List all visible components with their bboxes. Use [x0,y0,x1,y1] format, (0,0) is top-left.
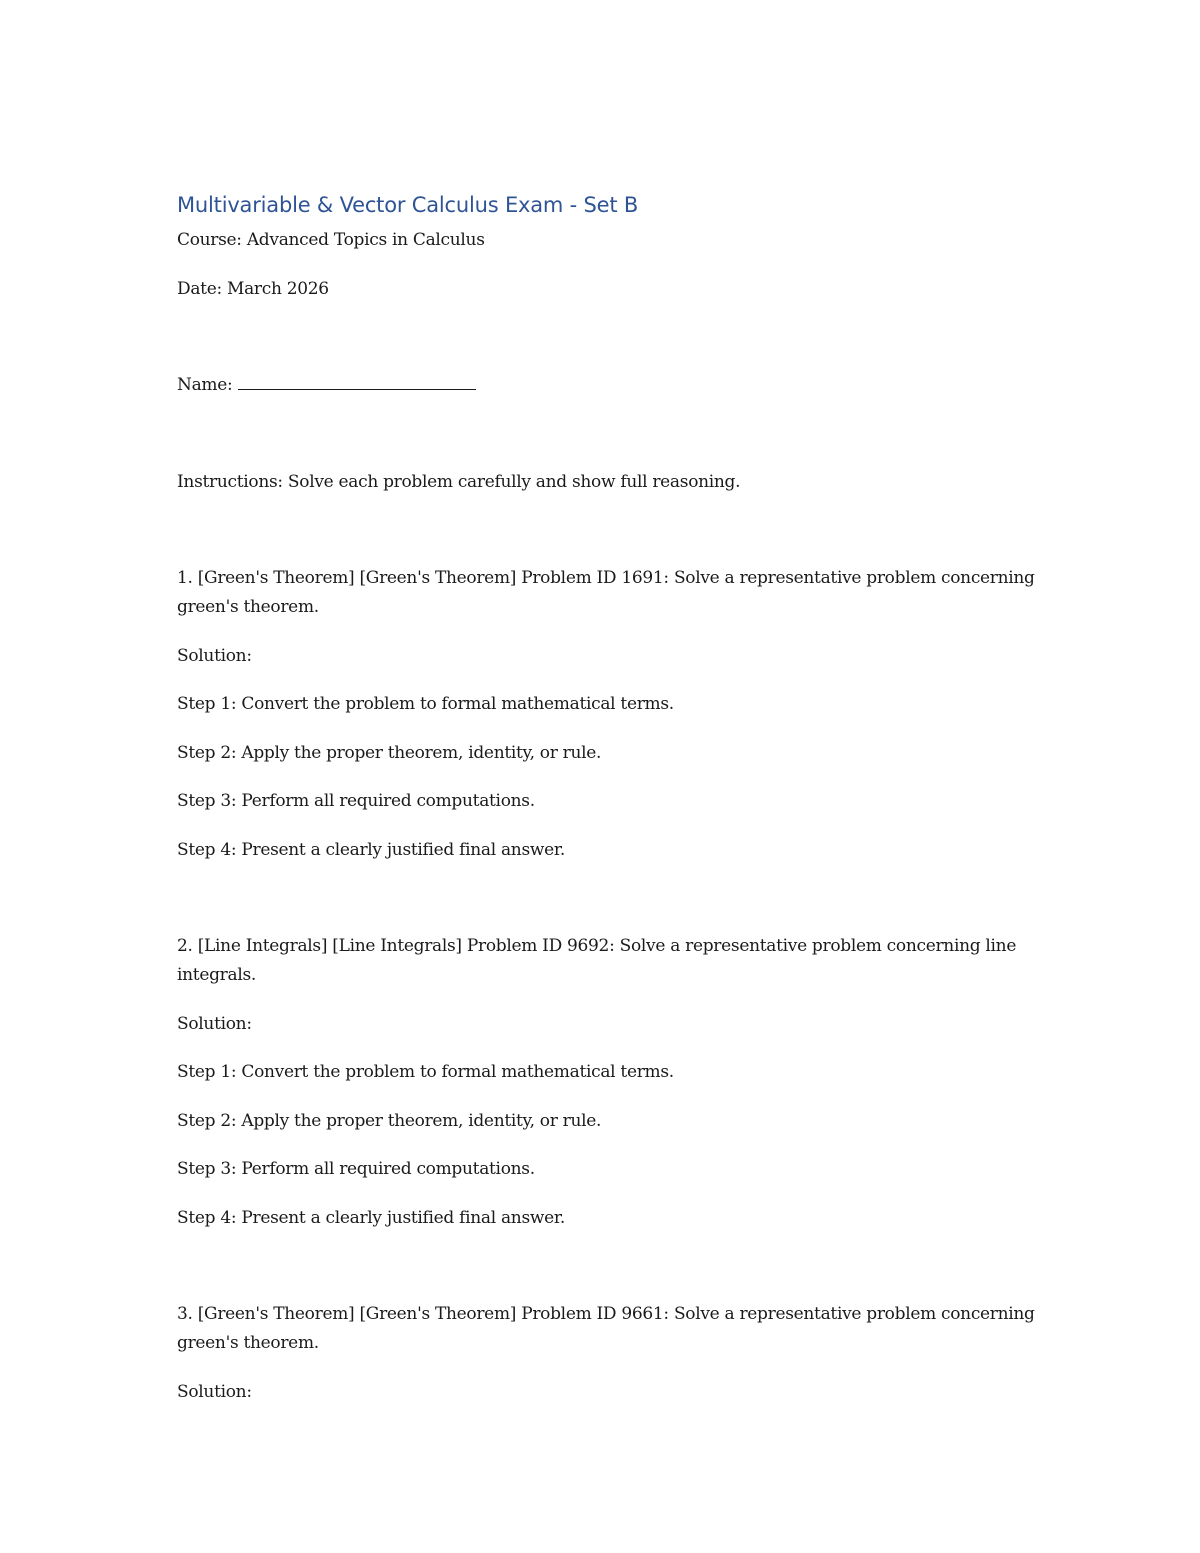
problem-text: 1. [Green's Theorem] [Green's Theorem] Problem ID 1691: Solve a representative problem concerning green's theorem. [177,568,1035,617]
problem-3 [177,1300,1037,1407]
instructions: Instructions: Solve each problem carefully and show full reasoning. [177,471,741,492]
solution-step: Step 4: Present a clearly justified final answer. [177,839,565,860]
name-label: Name: [177,375,238,395]
document-content [177,190,1037,1426]
spacer [177,323,1037,371]
spacer [177,420,1037,468]
solution-step: Step 2: Apply the proper theorem, identity, or rule. [177,1110,602,1131]
solution-label: Solution: [177,1381,252,1402]
problem-text: 3. [Green's Theorem] [Green's Theorem] Problem ID 9661: Solve a representative problem concerning green's theorem. [177,1304,1035,1353]
solution-step: Step 4: Present a clearly justified final answer. [177,1207,565,1228]
solution-step: Step 2: Apply the proper theorem, identity, or rule. [177,742,602,763]
course-line: Course: Advanced Topics in Calculus [177,230,485,250]
solution-label: Solution: [177,645,252,666]
problem-1 [177,564,1037,865]
exam-title: Multivariable & Vector Calculus Exam - Set B [177,193,639,217]
problem-2 [177,932,1037,1233]
problem-text: 2. [Line Integrals] [Line Integrals] Problem ID 9692: Solve a representative problem concerning line integrals. [177,936,1017,985]
solution-step: Step 1: Convert the problem to formal mathematical terms. [177,694,674,714]
date-line: Date: March 2026 [177,278,329,299]
solution-label: Solution: [177,1013,252,1034]
solution-step: Step 1: Convert the problem to formal mathematical terms. [177,1062,674,1082]
name-blank[interactable] [238,371,476,390]
solution-step: Step 3: Perform all required computations. [177,791,535,811]
spacer [177,1252,1037,1300]
name-line [177,371,1037,400]
solution-step: Step 3: Perform all required computations. [177,1159,535,1179]
spacer [177,884,1037,932]
spacer [177,516,1037,564]
